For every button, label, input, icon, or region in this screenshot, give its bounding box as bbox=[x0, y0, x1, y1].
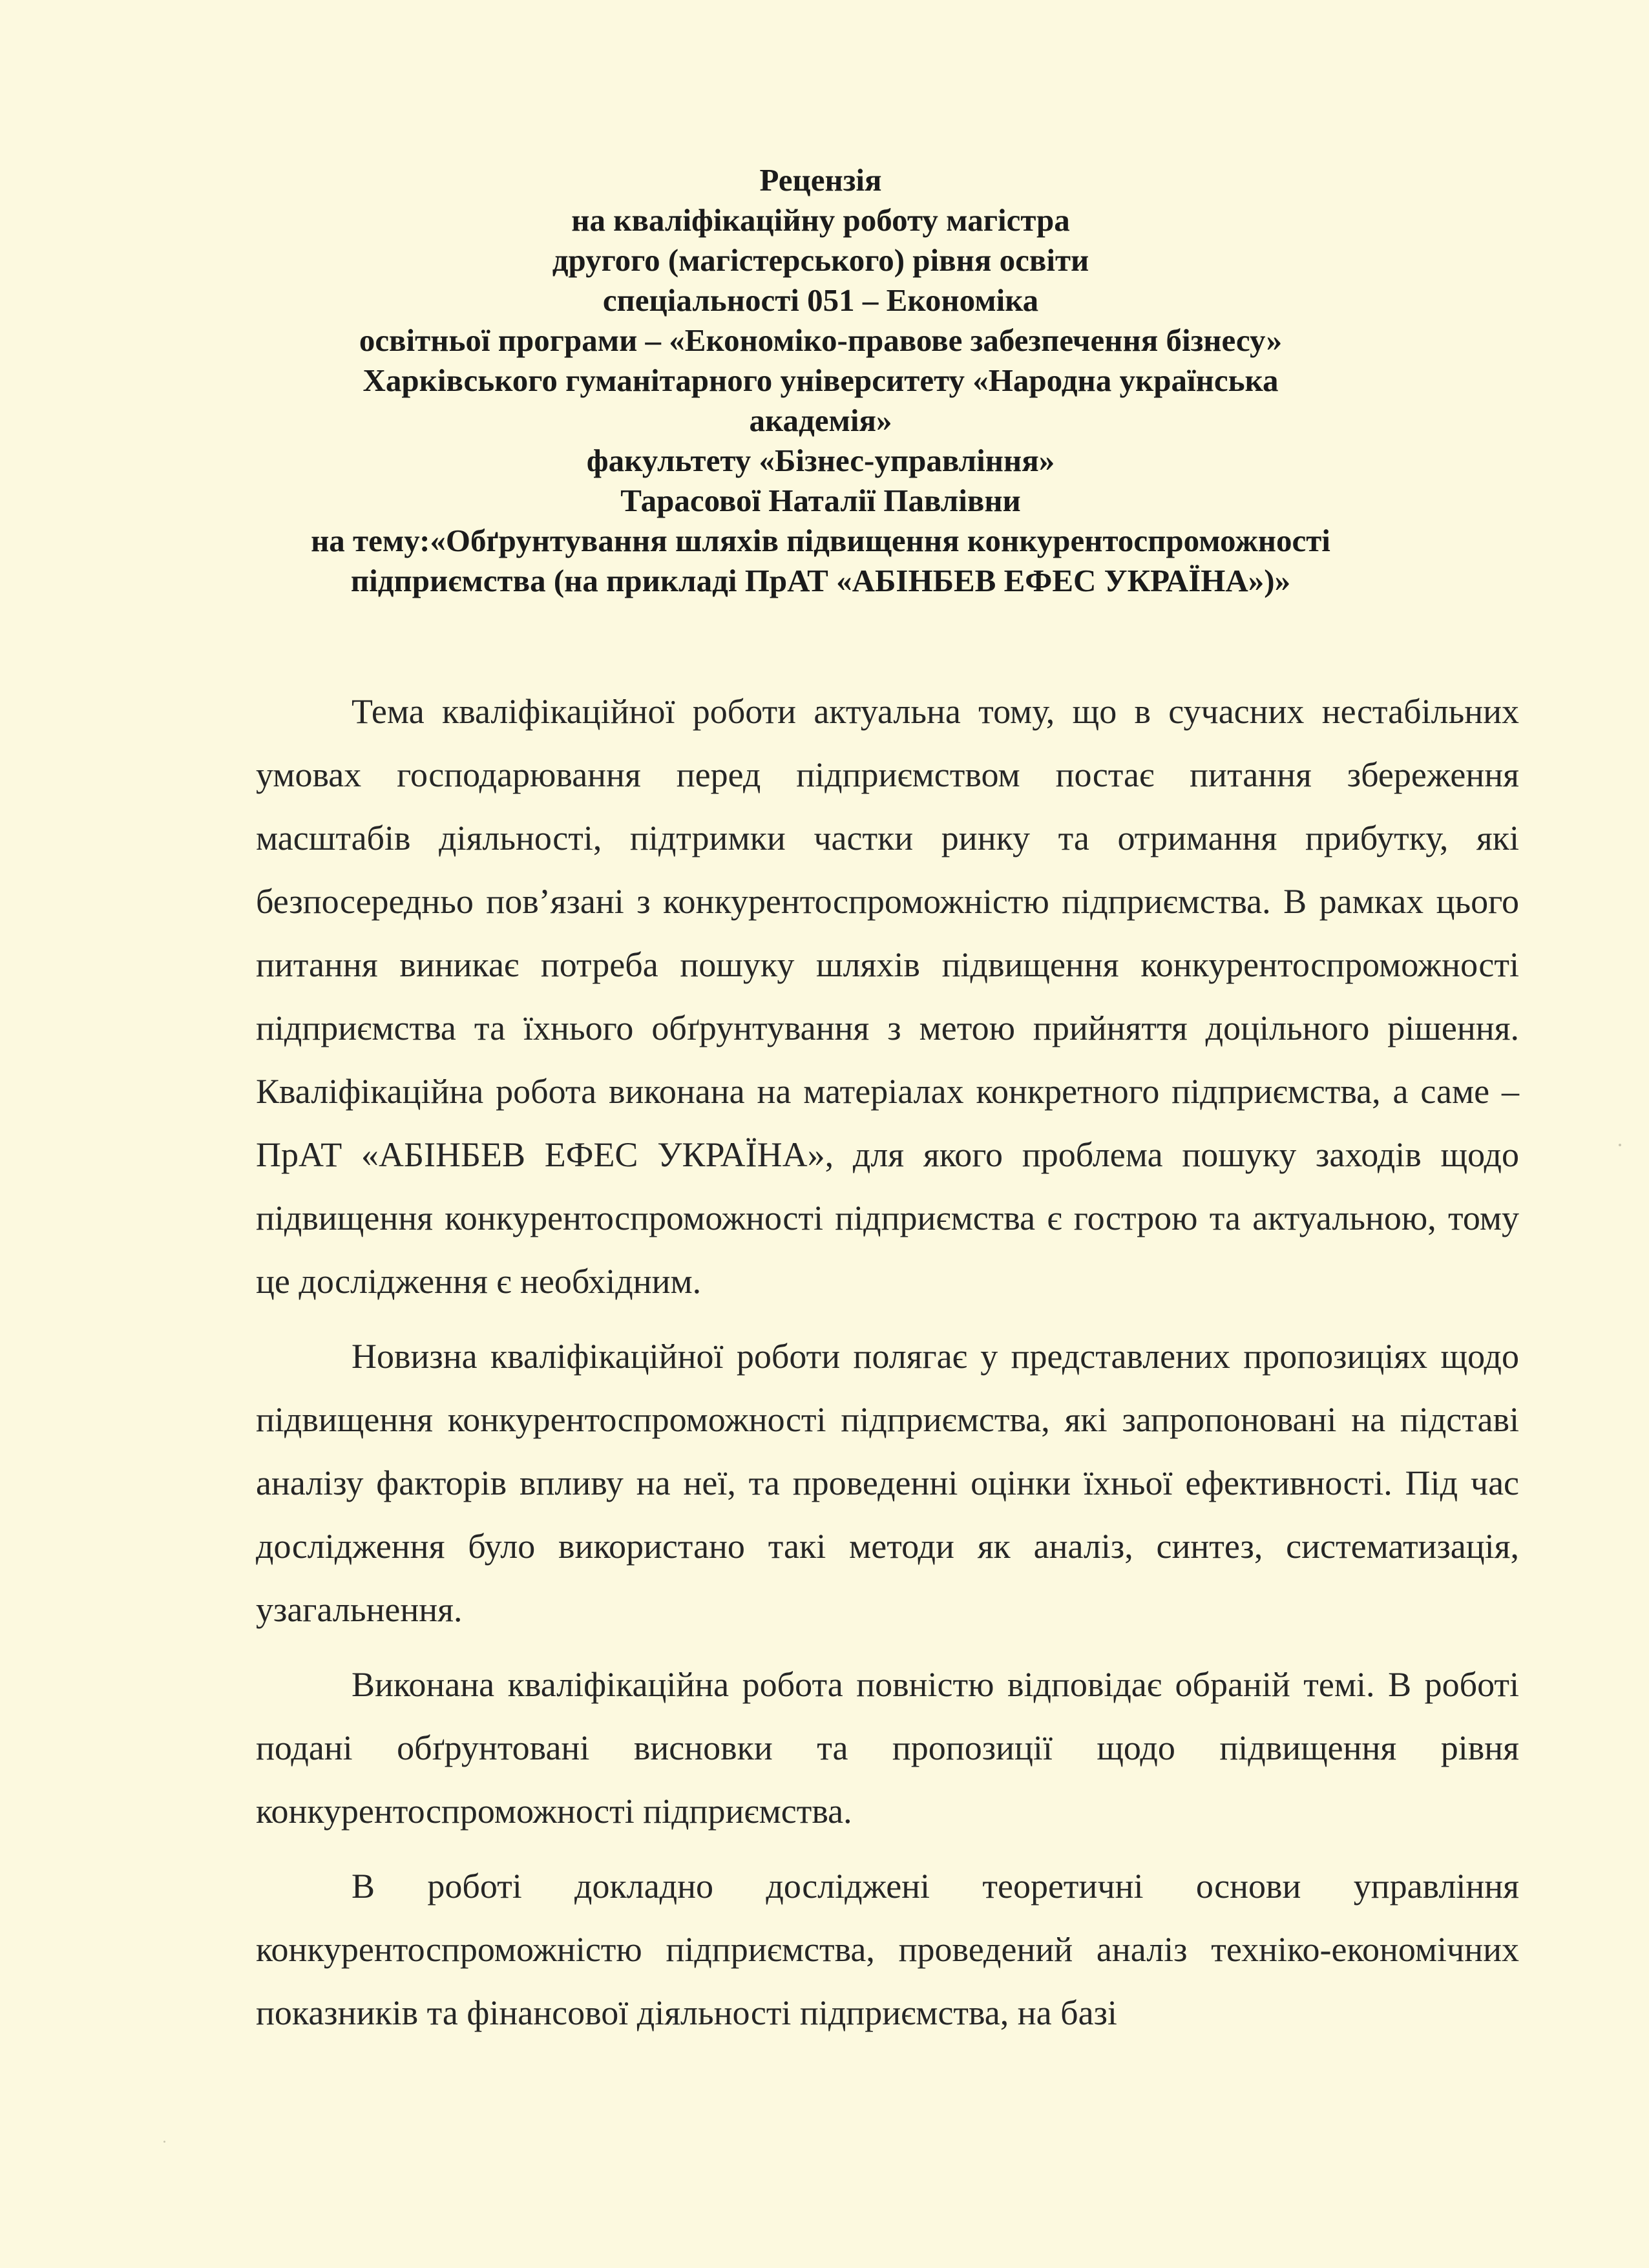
review-heading bbox=[233, 160, 1409, 601]
heading-line-topic-cont: підприємства (на прикладі ПрАТ «АБІНБЕВ ЕФЕС УКРАЇНА»)» bbox=[350, 563, 1291, 598]
review-body bbox=[256, 680, 1519, 2044]
paragraph-research-content: В роботі докладно досліджені теоретичні основи управління конкурентоспроможністю підприємства, проведений аналіз техніко-економічних показників та фінансової діяльності підприємства, на базі bbox=[256, 1867, 1519, 2032]
scan-speck bbox=[1619, 1144, 1621, 1146]
scan-speck bbox=[163, 2141, 165, 2143]
heading-line-student-name: Тарасової Наталії Павлівни bbox=[620, 483, 1021, 518]
heading-line-topic: на тему:«Обґрунтування шляхів підвищення конкурентоспроможності bbox=[311, 523, 1330, 558]
heading-line-program: освітньої програми – «Економіко-правове забезпечення бізнесу» bbox=[359, 322, 1283, 358]
heading-line-faculty: факультету «Бізнес-управління» bbox=[586, 443, 1055, 478]
heading-line-education-level: другого (магістерського) рівня освіти bbox=[552, 242, 1089, 278]
heading-line-university-cont: академія» bbox=[749, 403, 892, 438]
paragraph-relevance: Тема кваліфікаційної роботи актуальна тому, що в сучасних нестабільних умовах господарювання перед підприємством постає питання збереження масштабів діяльності, підтримки частки ринку та отримання прибутку, які безпосередньо пов’язані з конкурентоспроможністю підприємства. В рамках цього питання виникає потреба пошуку шляхів підвищення конкурентоспроможності підприємства та їхнього обґрунтування з метою прийняття доцільного рішення. Кваліфікаційна робота виконана на матеріалах конкретного підприємства, а саме – ПрАТ «АБІНБЕВ ЕФЕС УКРАЇНА», для якого проблема пошуку заходів щодо підвищення конкурентоспроможності підприємства є гострою та актуальною, тому це дослідження є необхідним. bbox=[256, 692, 1519, 1301]
heading-line-specialty: спеціальності 051 – Економіка bbox=[602, 282, 1039, 318]
heading-line-work-type: на кваліфікаційну роботу магістра bbox=[571, 202, 1070, 238]
paragraph-novelty: Новизна кваліфікаційної роботи полягає у представлених пропозиціях щодо підвищення конкурентоспроможності підприємства, які запропоновані на підставі аналізу факторів впливу на неї, та проведенні оцінки їхньої ефективності. Під час дослідження було використано такі методи як аналіз, синтез, систематизація, узагальнення. bbox=[256, 1337, 1519, 1629]
paragraph-compliance: Виконана кваліфікаційна робота повністю відповідає обраній темі. В роботі подані обґрунтовані висновки та пропозиції щодо підвищення рівня конкурентоспроможності підприємства. bbox=[256, 1665, 1519, 1831]
heading-line-university: Харківського гуманітарного університету «Народна українська bbox=[362, 362, 1279, 398]
heading-title: Рецензія bbox=[759, 162, 882, 198]
